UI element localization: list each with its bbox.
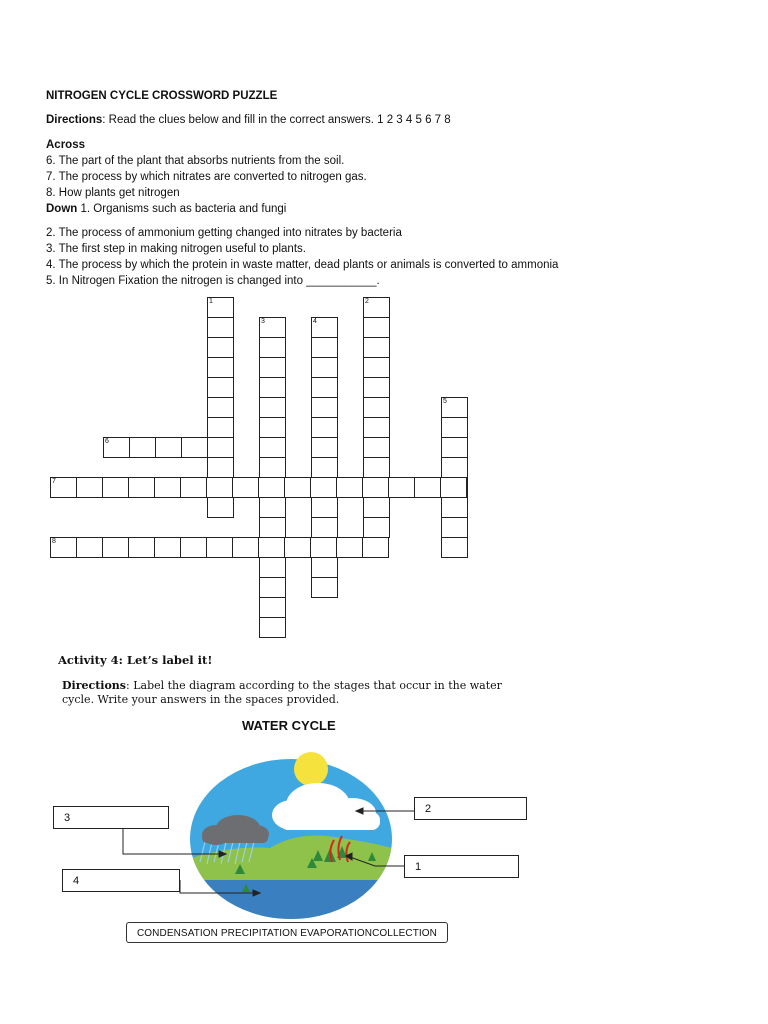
activity-directions-label: Directions [62,679,126,692]
directions-label: Directions [46,114,103,126]
activity-directions-line1: : Label the diagram according to the stages that occur in the water [126,679,502,692]
label-box-2[interactable]: 2 [414,797,527,820]
word-bank: CONDENSATION PRECIPITATION EVAPORATIONCOLLECTION [126,922,448,943]
down-clue-4: 4. The process by which the protein in waste matter, dead plants or animals is converted to ammonia [46,259,559,271]
water-area [180,880,400,925]
clue-number: 7 [52,478,56,485]
label-box-3[interactable]: 3 [53,806,169,829]
down-heading: Down [46,203,78,215]
clue-number: 3 [261,318,265,325]
sun-icon [294,752,328,786]
activity-title: Activity 4: Let’s label it! [58,653,213,667]
clue-number: 4 [313,318,317,325]
clue-number: 1 [209,298,213,305]
down-clue-5: 5. In Nitrogen Fixation the nitrogen is changed into ___________. [46,275,380,287]
activity-directions-line2: cycle. Write your answers in the spaces provided. [62,693,340,706]
clue-number: 5 [443,398,447,405]
across-clue-8: 8. How plants get nitrogen [46,187,180,199]
clue-number: 6 [105,438,109,445]
clue-number: 2 [365,298,369,305]
label-box-4[interactable]: 4 [62,869,180,892]
directions-text: : Read the clues below and fill in the correct answers. 1 2 3 4 5 6 7 8 [102,114,451,126]
clue-number: 8 [52,538,56,545]
down-clue-1-text: 1. Organisms such as bacteria and fungi [77,203,287,215]
across-heading: Across [46,139,85,151]
down-clue-3: 3. The first step in making nitrogen useful to plants. [46,243,306,255]
diagram-title: WATER CYCLE [242,718,336,733]
label-box-1[interactable]: 1 [404,855,519,878]
puzzle-title: NITROGEN CYCLE CROSSWORD PUZZLE [46,90,278,102]
down-clue-2: 2. The process of ammonium getting changed into nitrates by bacteria [46,227,402,239]
across-clue-7: 7. The process by which nitrates are converted to nitrogen gas. [46,171,367,183]
across-clue-6: 6. The part of the plant that absorbs nutrients from the soil. [46,155,345,167]
